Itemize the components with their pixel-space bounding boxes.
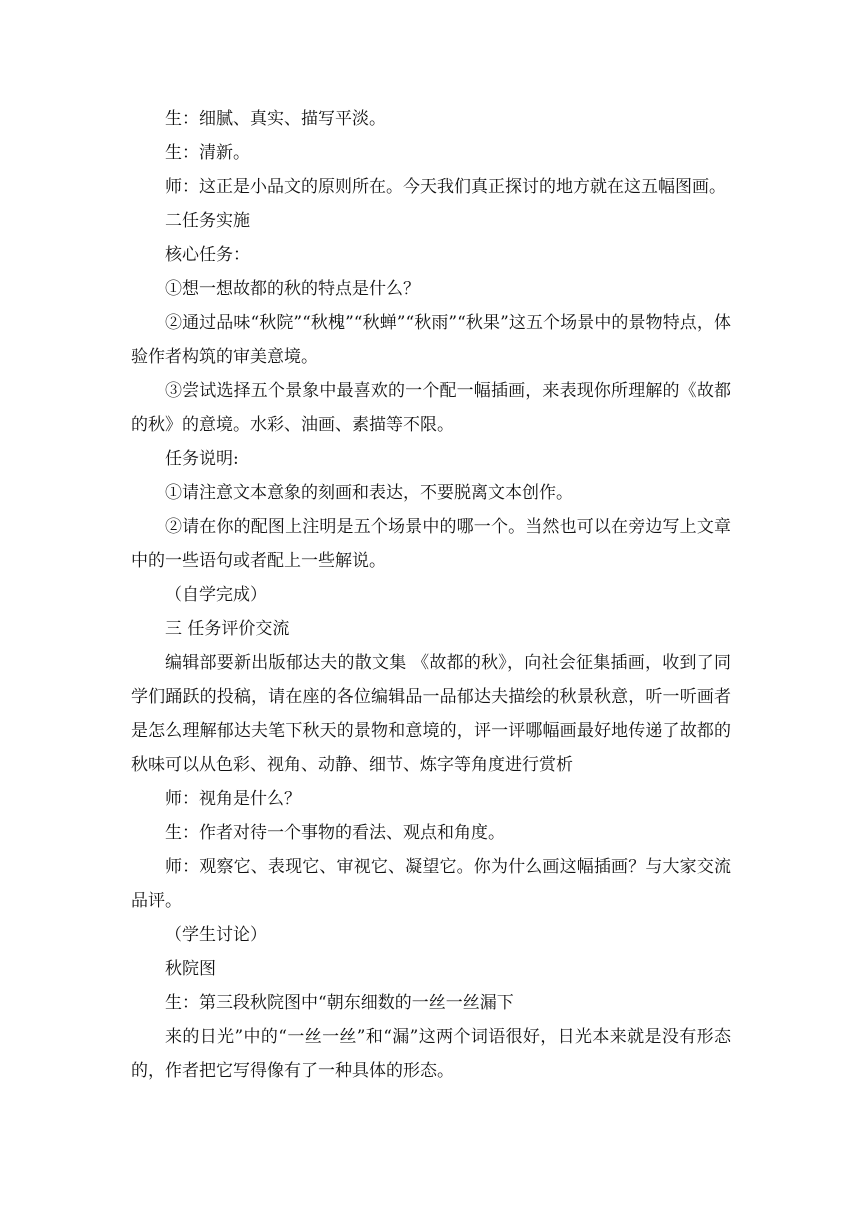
paragraph-student-analysis-cont: 来的日光”中的“一丝一丝”和“漏”这两个词语很好，日光本来就是没有形态的，作者把它写得像有了一种具体的形态。 (131, 1027, 731, 1081)
task-note-item-1: ①请注意文本意象的刻画和表达，不要脱离文本创作。 (165, 483, 573, 503)
paragraph-student-reply-2: 生：清新。 (165, 143, 250, 163)
paragraph-student-analysis-start: 生：第三段秋院图中“朝东细数的一丝一丝漏下 (165, 993, 514, 1013)
subheading-core-tasks: 核心任务： (165, 245, 250, 265)
paragraph-student-reply-1: 生：细腻、真实、描写平淡。 (165, 109, 386, 129)
section-heading-task-implementation: 二任务实施 (165, 211, 250, 231)
paragraph-self-study: （自学完成） (165, 585, 267, 605)
paragraph-teacher-question: 师：视角是什么？ (165, 789, 301, 809)
section-heading-task-evaluation: 三 任务评价交流 (165, 619, 290, 639)
document-page (131, 102, 731, 1088)
paragraph-student-discussion: （学生讨论） (165, 925, 267, 945)
paragraph-teacher-remark-1: 师：这正是小品文的原则所在。今天我们真正探讨的地方就在这五幅图画。 (165, 177, 726, 197)
core-task-item-1: ①想一想故都的秋的特点是什么？ (165, 279, 420, 299)
subheading-task-notes: 任务说明: (165, 449, 239, 469)
paragraph-student-answer: 生：作者对待一个事物的看法、观点和角度。 (165, 823, 505, 843)
core-task-item-2: ②通过品味“秋院”“秋槐”“秋蝉”“秋雨”“秋果”这五个场景中的景物特点，体验作者构筑的审美意境。 (131, 313, 731, 367)
task-note-item-2: ②请在你的配图上注明是五个场景中的哪一个。当然也可以在旁边写上文章中的一些语句或者配上一些解说。 (131, 517, 731, 571)
subheading-autumn-courtyard: 秋院图 (165, 959, 216, 979)
paragraph-teacher-remark-2: 师：观察它、表现它、审视它、凝望它。你为什么画这幅插画？与大家交流品评。 (131, 857, 731, 911)
paragraph-editorial-scenario: 编辑部要新出版郁达夫的散文集 《故都的秋》，向社会征集插画，收到了同学们踊跃的投稿，请在座的各位编辑品一品郁达夫描绘的秋景秋意，听一听画者是怎么理解郁达夫笔下秋天的景物和意境的，评一评哪幅画最好地传递了故都的秋味可以从色彩、视角、动静、细节、炼字等角度进行赏析 (131, 653, 731, 775)
core-task-item-3: ③尝试选择五个景象中最喜欢的一个配一幅插画，来表现你所理解的《故都的秋》的意境。水彩、油画、素描等不限。 (131, 381, 731, 435)
